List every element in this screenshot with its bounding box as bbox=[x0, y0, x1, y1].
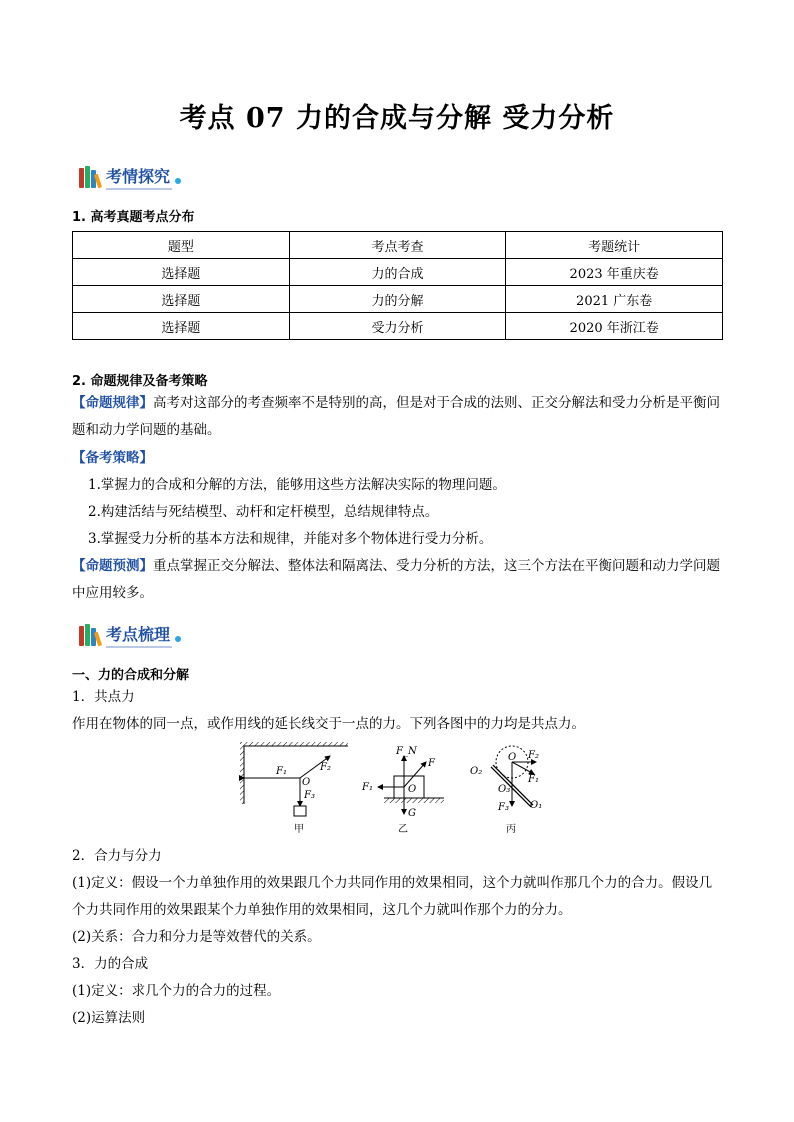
section-label: 考点梳理 bbox=[106, 622, 172, 648]
rule-tag: 【命题规律】 bbox=[72, 395, 153, 411]
table-cell: 力的合成 bbox=[289, 259, 506, 286]
prep-tag: 【备考策略】 bbox=[72, 450, 153, 466]
section-banner-exam-analysis bbox=[78, 164, 181, 190]
figure-label: 乙 bbox=[398, 824, 408, 835]
composition-definition: (1)定义：求几个力的合力的过程。 bbox=[72, 983, 281, 999]
figure-yi bbox=[361, 746, 444, 835]
subsection-title: 1．共点力 bbox=[72, 689, 135, 705]
section-label: 考情探究 bbox=[106, 164, 172, 190]
figure-label: 丙 bbox=[506, 824, 516, 835]
subsection-title: 3．力的合成 bbox=[72, 956, 149, 972]
page-title: 考点 07 力的合成与分解 受力分析 bbox=[179, 103, 615, 134]
dot-icon bbox=[175, 178, 181, 184]
table-header-cell: 考题统计 bbox=[506, 232, 723, 259]
prep-tag-line bbox=[72, 445, 724, 472]
label-f2: F₂ bbox=[320, 762, 331, 773]
table-header-cell: 题型 bbox=[73, 232, 290, 259]
strategy-heading: 2. 命题规律及备考策略 bbox=[72, 374, 208, 389]
label-o3: O₃ bbox=[498, 784, 511, 795]
label-o: O bbox=[508, 752, 517, 763]
table-cell: 选择题 bbox=[73, 286, 290, 313]
label-fn: F_N bbox=[396, 746, 417, 757]
label-o2: O₂ bbox=[470, 766, 483, 777]
content-heading: 一、力的合成和分解 bbox=[72, 668, 190, 683]
figure-jia bbox=[240, 742, 348, 835]
label-f3: F₃ bbox=[498, 802, 509, 813]
table-cell: 选择题 bbox=[73, 259, 290, 286]
label-f1: F₁ bbox=[528, 774, 539, 785]
prep-item: 3.掌握受力分析的基本方法和规律，并能对多个物体进行受力分析。 bbox=[88, 531, 493, 547]
predict-tag: 【命题预测】 bbox=[72, 558, 153, 574]
label-o: O bbox=[408, 784, 417, 795]
label-f: F bbox=[428, 758, 435, 769]
resultant-definition: (1)定义：假设一个力单独作用的效果跟几个力共同作用的效果相同，这个力就叫作那几个力的合力。假设几个力共同作用的效果跟某个力单独作用的效果相同，这几个力就叫作那个力的分力。 bbox=[72, 875, 713, 918]
table-row bbox=[73, 259, 723, 286]
concurrent-forces-figure bbox=[230, 742, 560, 838]
label-f1: F₁ bbox=[276, 766, 287, 777]
table-cell: 2020 年浙江卷 bbox=[506, 313, 723, 340]
label-o1: O₁ bbox=[530, 800, 543, 811]
label-f2: F₂ bbox=[528, 750, 539, 761]
table-cell: 选择题 bbox=[73, 313, 290, 340]
figure-bing bbox=[470, 746, 542, 835]
prep-item: 2.构建活结与死结模型、动杆和定杆模型，总结规律特点。 bbox=[88, 504, 439, 520]
rule-text: 高考对这部分的考查频率不是特别的高，但是对于合成的法则、正交分解法和受力分析是平衡问题和动力学问题的基础。 bbox=[72, 395, 720, 438]
table-cell: 受力分析 bbox=[289, 313, 506, 340]
rule-paragraph bbox=[72, 390, 724, 444]
prep-item: 1.掌握力的合成和分解的方法，能够用这些方法解决实际的物理问题。 bbox=[88, 477, 506, 493]
table-cell: 2023 年重庆卷 bbox=[506, 259, 723, 286]
resultant-relation: (2)关系：合力和分力是等效替代的关系。 bbox=[72, 929, 321, 945]
predict-text: 重点掌握正交分解法、整体法和隔离法、受力分析的方法，这三个方法在平衡问题和动力学问题中应用较多。 bbox=[72, 558, 720, 601]
exam-distribution-table bbox=[72, 231, 723, 340]
composition-rule: (2)运算法则 bbox=[72, 1010, 146, 1026]
section-banner-key-points bbox=[78, 622, 181, 648]
table-header-row bbox=[73, 232, 723, 259]
predict-paragraph bbox=[72, 553, 724, 607]
dot-icon bbox=[175, 636, 181, 642]
books-icon bbox=[78, 623, 102, 647]
label-g: G bbox=[408, 808, 416, 819]
subsection-title: 2．合力与分力 bbox=[72, 848, 162, 864]
table-cell: 力的分解 bbox=[289, 286, 506, 313]
label-f3: F₃ bbox=[304, 790, 315, 801]
table-row bbox=[73, 286, 723, 313]
dist-heading: 1. 高考真题考点分布 bbox=[72, 210, 195, 225]
label-o: O bbox=[302, 777, 311, 788]
books-icon bbox=[78, 165, 102, 189]
table-row bbox=[73, 313, 723, 340]
label-f1: F₁ bbox=[362, 782, 373, 793]
table-header-cell: 考点考查 bbox=[289, 232, 506, 259]
table-cell: 2021 广东卷 bbox=[506, 286, 723, 313]
concurrent-force-definition: 作用在物体的同一点，或作用线的延长线交于一点的力。下列各图中的力均是共点力。 bbox=[72, 716, 585, 732]
figure-label: 甲 bbox=[294, 824, 304, 835]
